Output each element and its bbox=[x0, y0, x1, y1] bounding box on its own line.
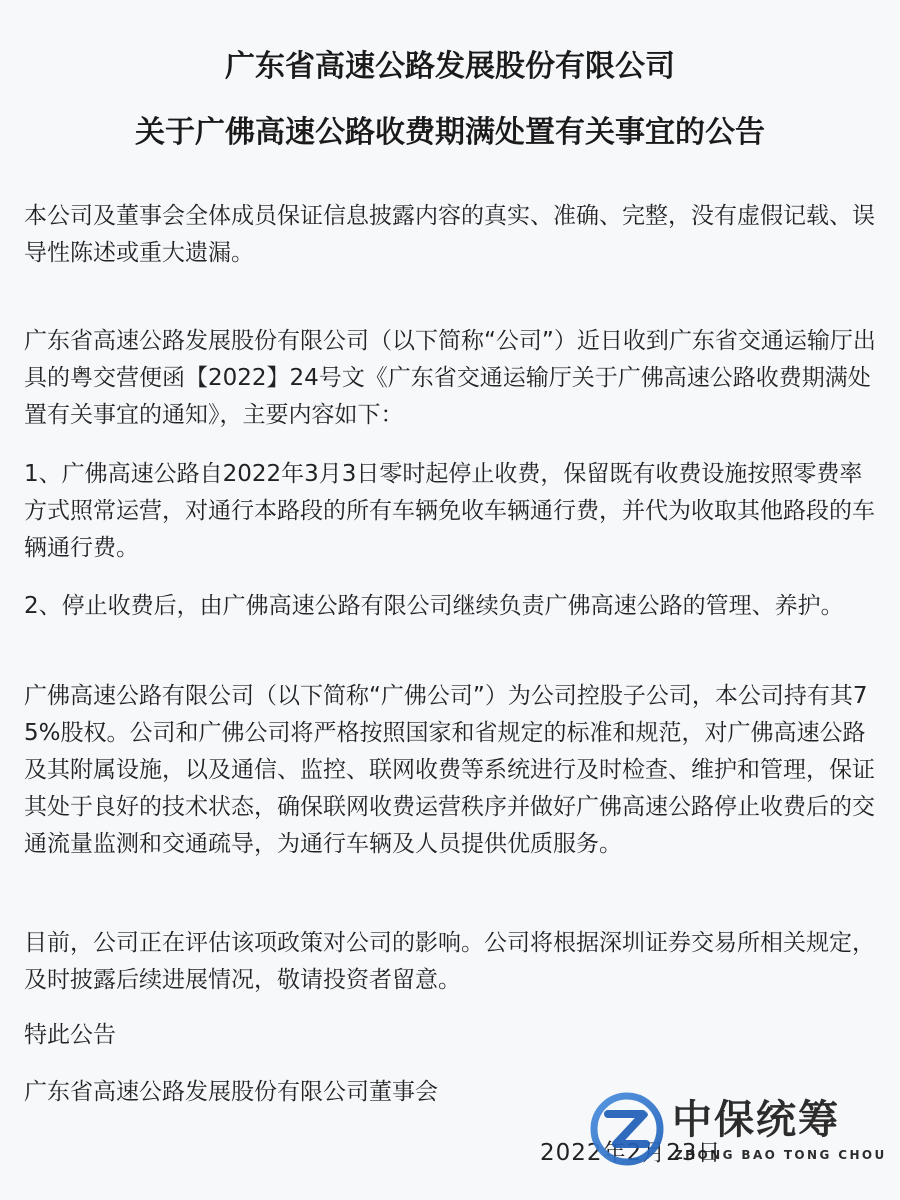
board-signature: 广东省高速公路发展股份有限公司董事会 bbox=[24, 1079, 438, 1105]
zbtc-logo-icon bbox=[590, 1092, 664, 1166]
company-title: 广东省高速公路发展股份有限公司 bbox=[225, 49, 675, 84]
item-2-paragraph: 2、停止收费后，由广佛高速公路有限公司继续负责广佛高速公路的管理、养护。 bbox=[24, 593, 844, 619]
item-1-paragraph: 1、广佛高速公路自2022年3月3日零时起停止收费，保留既有收费设施按照零费率方式照常运营，对通行本路段的所有车辆免收车辆通行费，并代为收取其他路段的车辆通行费。 bbox=[24, 461, 875, 561]
current-status-paragraph: 目前，公司正在评估该项政策对公司的影响。公司将根据深圳证券交易所相关规定，及时披露后续进展情况，敬请投资者留意。 bbox=[24, 930, 875, 993]
watermark-name: 中保统筹 bbox=[672, 1097, 840, 1143]
notice-closing: 特此公告 bbox=[24, 1022, 116, 1048]
intro-paragraph: 广东省高速公路发展股份有限公司（以下简称“公司”）近日收到广东省交通运输厅出具的粤交营便函【2022】24号文《广东省交通运输厅关于广佛高速公路收费期满处置有关事宜的通知》，主要内容如下： bbox=[24, 328, 876, 428]
watermark-pinyin: ZHONG BAO TONG CHOU bbox=[674, 1148, 887, 1162]
subsidiary-paragraph: 广佛高速公路有限公司（以下简称“广佛公司”）为公司控股子公司，本公司持有其75%股权。公司和广佛公司将严格按照国家和省规定的标准和规范，对广佛高速公路及其附属设施，以及通信、监控、联网收费等系统进行及时检查、维护和管理，保证其处于良好的技术状态，确保联网收费运营秩序并做好广佛高速公路停止收费后的交通流量监测和交通疏导，为通行车辆及人员提供优质服务。 bbox=[24, 683, 875, 857]
watermark bbox=[590, 1092, 890, 1172]
disclosure-statement: 本公司及董事会全体成员保证信息披露内容的真实、准确、完整，没有虚假记载、误导性陈述或重大遗漏。 bbox=[24, 203, 875, 266]
announcement-title: 关于广佛高速公路收费期满处置有关事宜的公告 bbox=[135, 115, 765, 150]
announcement-date: 2022年2月23日 bbox=[540, 1140, 722, 1166]
